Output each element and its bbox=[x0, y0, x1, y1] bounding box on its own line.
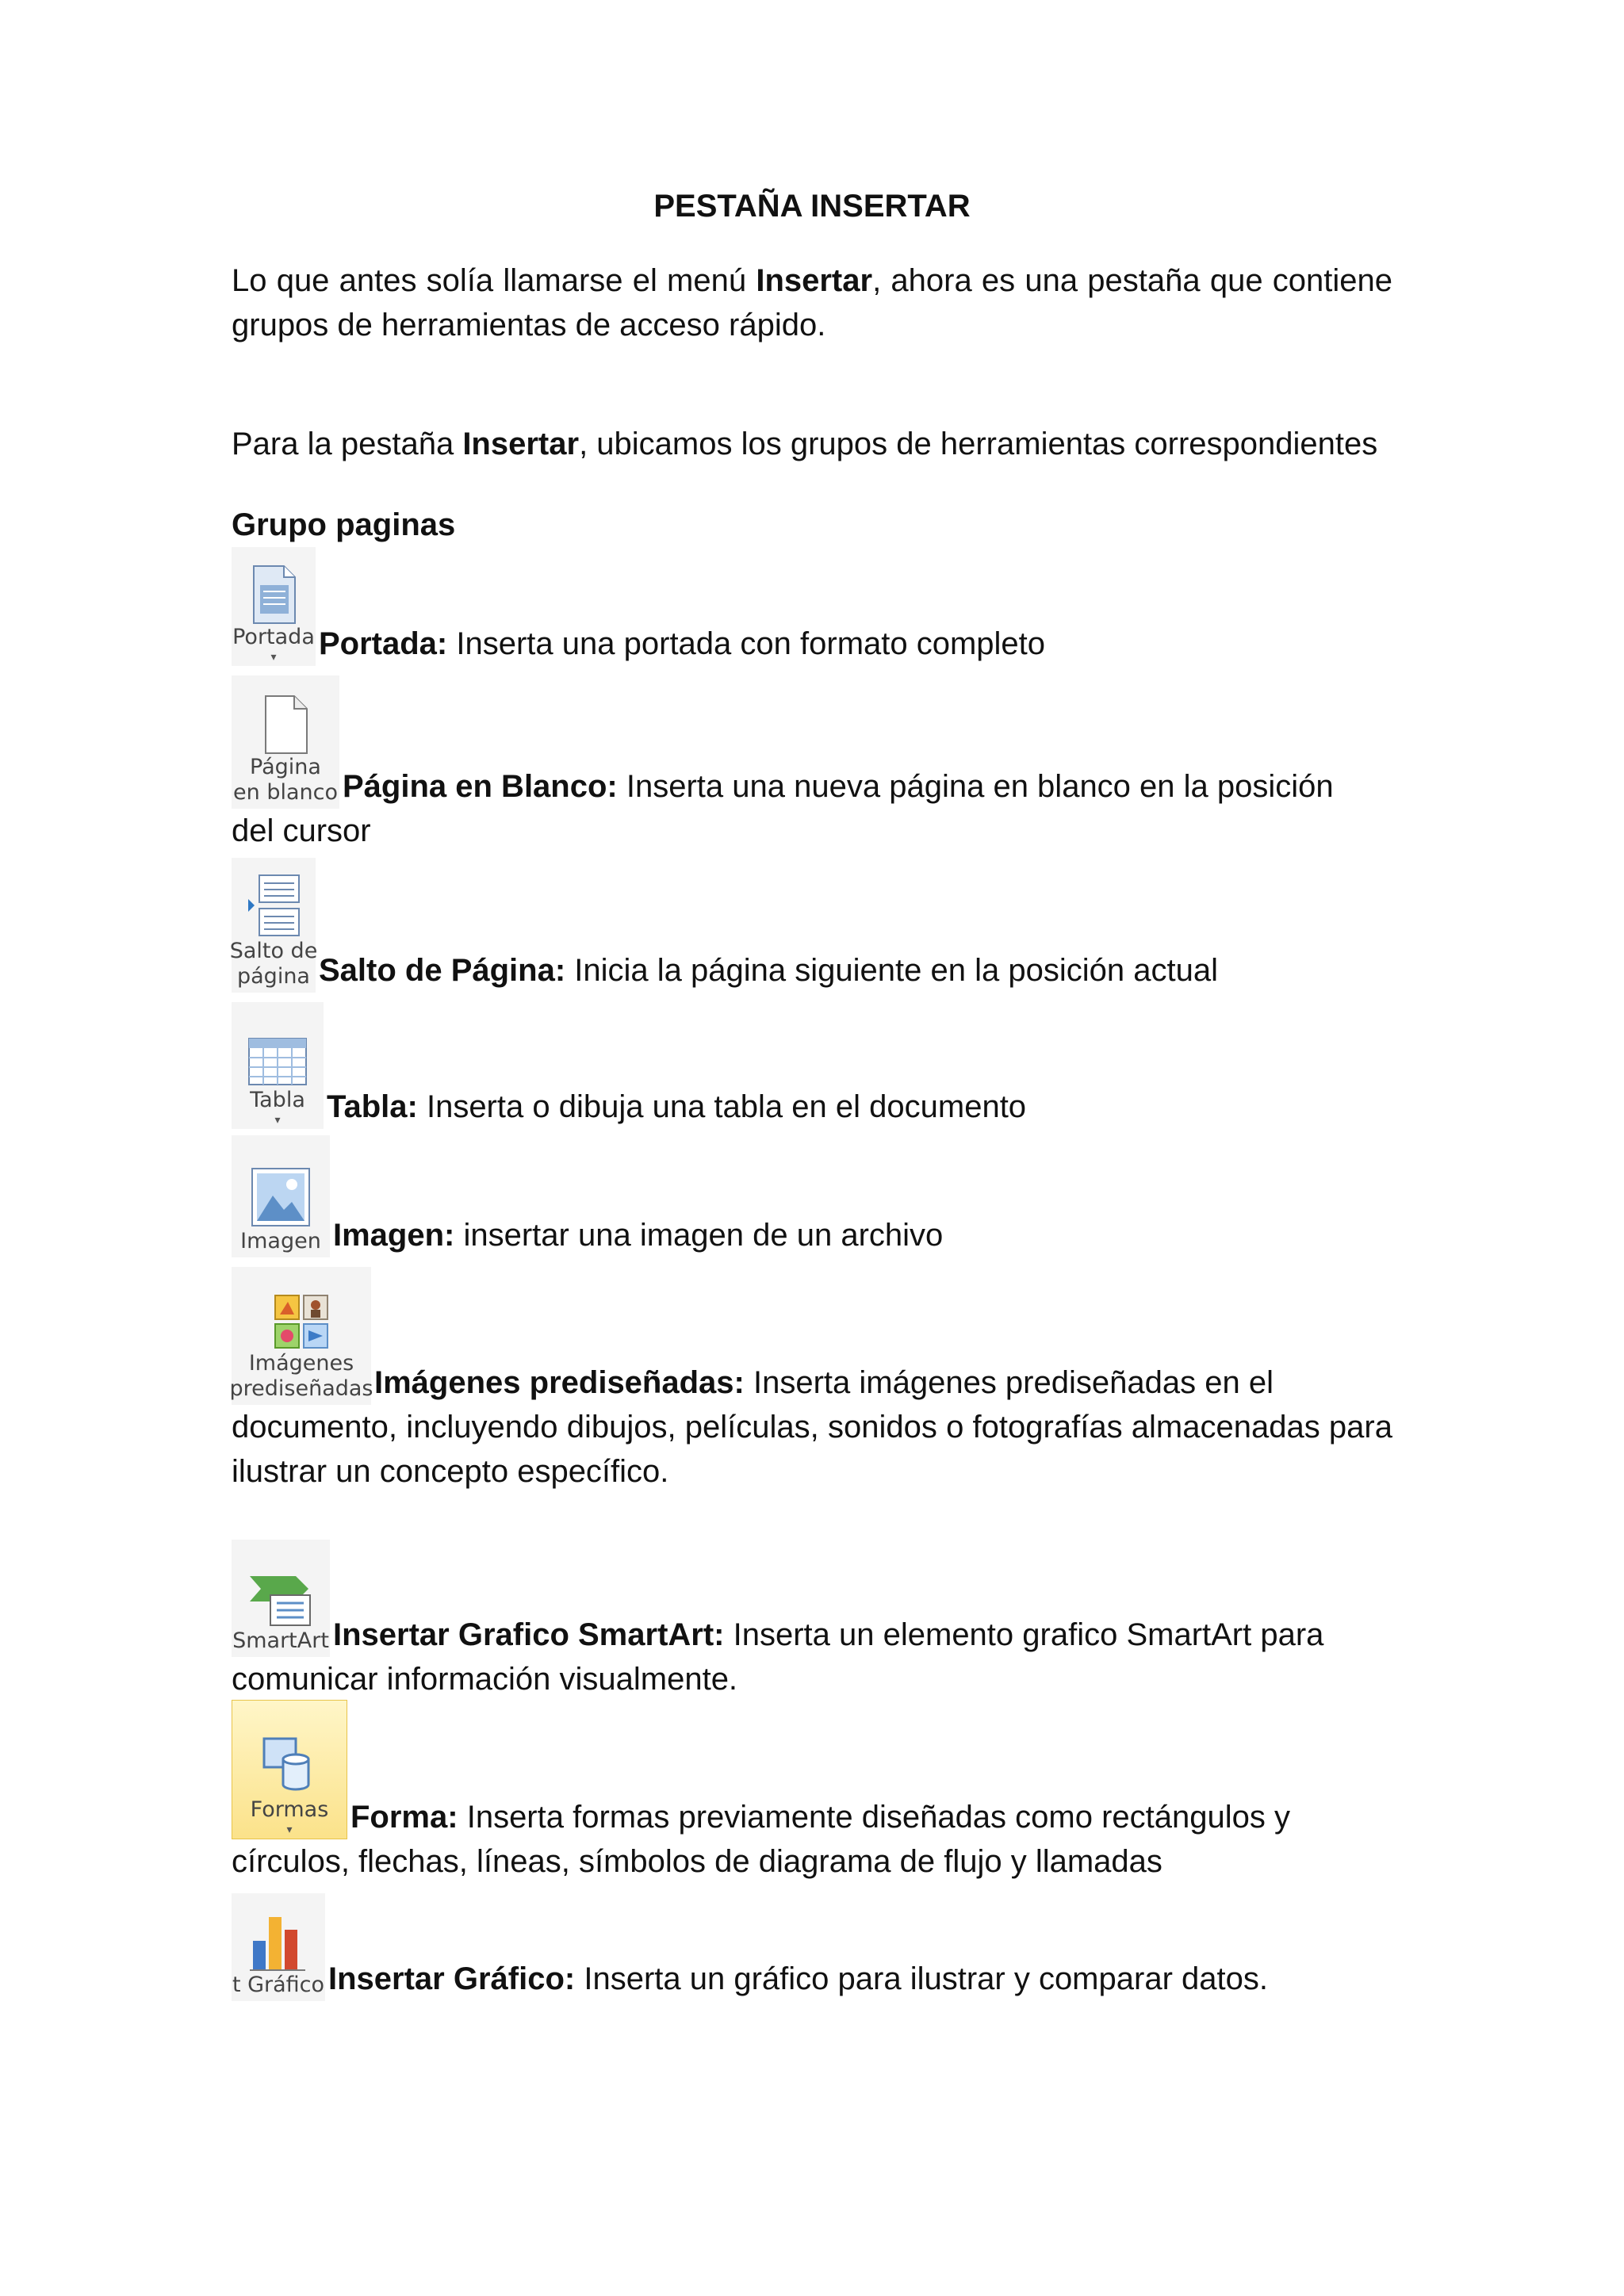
dropdown-arrow-icon: ▾ bbox=[270, 650, 277, 663]
item-pagina-en-blanco bbox=[232, 675, 1392, 853]
item-text: Inserta imágenes prediseñadas en el bbox=[753, 1365, 1274, 1400]
item-label: Tabla: bbox=[327, 1089, 418, 1124]
intro-bold: Insertar bbox=[462, 427, 580, 461]
item-text-continued: comunicar información visualmente. bbox=[232, 1662, 738, 1697]
item-label: Insertar Gráfico: bbox=[328, 1961, 576, 1996]
item-label: Página en Blanco: bbox=[343, 769, 618, 804]
item-description bbox=[330, 1213, 1392, 1257]
item-text-continued: del cursor bbox=[232, 813, 371, 848]
item-text: Inserta formas previamente diseñadas como rectángulos y bbox=[466, 1800, 1291, 1835]
intro-paragraph-1 bbox=[232, 258, 1392, 347]
item-description bbox=[330, 1613, 1392, 1657]
item-text: Inserta un elemento grafico SmartArt para bbox=[733, 1617, 1324, 1652]
item-label: Imágenes prediseñadas: bbox=[374, 1365, 745, 1400]
dropdown-arrow-icon: ▾ bbox=[286, 1823, 293, 1835]
page-break-icon bbox=[229, 858, 318, 993]
shapes-icon bbox=[232, 1700, 347, 1839]
cover-page-icon bbox=[232, 547, 316, 666]
icon-caption: Imagen bbox=[240, 1229, 321, 1253]
intro-paragraph-2 bbox=[232, 422, 1392, 466]
icon-caption: Tabla bbox=[250, 1088, 305, 1112]
item-salto-de-pagina bbox=[229, 858, 1392, 993]
item-imagen bbox=[232, 1135, 1392, 1257]
item-text: Inserta o dibuja una tabla en el documento bbox=[426, 1089, 1027, 1124]
item-text: Inicia la página siguiente en la posición actual bbox=[574, 953, 1218, 988]
item-portada bbox=[232, 547, 1392, 666]
item-label: Insertar Grafico SmartArt: bbox=[333, 1617, 725, 1652]
item-grafico bbox=[232, 1893, 1392, 2001]
icon-caption: en blanco bbox=[233, 780, 338, 805]
page-title: PESTAÑA INSERTAR bbox=[653, 189, 971, 224]
icon-caption: Imágenes bbox=[248, 1351, 354, 1376]
table-icon bbox=[232, 1002, 324, 1129]
icon-caption: Formas bbox=[250, 1797, 329, 1822]
item-description bbox=[347, 1795, 1392, 1839]
item-description bbox=[371, 1360, 1392, 1405]
intro-text: Lo que antes solía llamarse el menú bbox=[232, 263, 756, 298]
item-text-continued: documento, incluyendo dibujos, películas, sonidos o fotografías almacenadas para ilustrar un concepto específico. bbox=[232, 1410, 1392, 1489]
icon-caption: SmartArt bbox=[232, 1628, 329, 1653]
picture-icon bbox=[232, 1135, 330, 1257]
item-text: Inserta un gráfico para ilustrar y comparar datos. bbox=[584, 1961, 1268, 1996]
item-description bbox=[324, 1085, 1392, 1129]
intro-text: Para la pestaña bbox=[232, 427, 463, 461]
dropdown-arrow-icon: ▾ bbox=[274, 1113, 281, 1126]
clip-art-icon bbox=[229, 1267, 373, 1405]
icon-caption: Página bbox=[250, 755, 321, 779]
icon-caption: t Gráfico bbox=[232, 1973, 325, 1997]
intro-text: , ahora es una pestaña que contiene grupos de herramientas de acceso rápido. bbox=[232, 263, 1392, 342]
item-description bbox=[325, 1957, 1392, 2001]
icon-caption: Salto de bbox=[229, 939, 318, 963]
smartart-icon bbox=[232, 1540, 330, 1657]
item-description bbox=[339, 764, 1392, 809]
item-tabla bbox=[232, 1002, 1392, 1129]
blank-page-icon bbox=[232, 675, 339, 809]
item-label: Forma: bbox=[350, 1800, 458, 1835]
item-text: insertar una imagen de un archivo bbox=[463, 1218, 944, 1253]
item-smartart bbox=[232, 1540, 1392, 1701]
item-text: Inserta una nueva página en blanco en la posición bbox=[626, 769, 1334, 804]
icon-caption: prediseñadas bbox=[229, 1376, 373, 1401]
group-heading: Grupo paginas bbox=[232, 507, 456, 542]
item-description bbox=[316, 622, 1392, 666]
item-imagenes-predisenadas bbox=[229, 1267, 1392, 1494]
item-text: Inserta una portada con formato completo bbox=[456, 626, 1046, 661]
item-label: Imagen: bbox=[333, 1218, 455, 1253]
item-formas bbox=[232, 1700, 1392, 1884]
item-text-continued: círculos, flechas, líneas, símbolos de diagrama de flujo y llamadas bbox=[232, 1844, 1162, 1879]
intro-bold: Insertar bbox=[756, 263, 873, 298]
intro-text: , ubicamos los grupos de herramientas correspondientes bbox=[579, 427, 1378, 461]
icon-caption: Portada bbox=[232, 625, 315, 649]
icon-caption: página bbox=[237, 964, 310, 989]
item-label: Salto de Página: bbox=[319, 953, 566, 988]
chart-icon bbox=[232, 1893, 325, 2001]
item-label: Portada: bbox=[319, 626, 448, 661]
item-description bbox=[316, 948, 1392, 993]
